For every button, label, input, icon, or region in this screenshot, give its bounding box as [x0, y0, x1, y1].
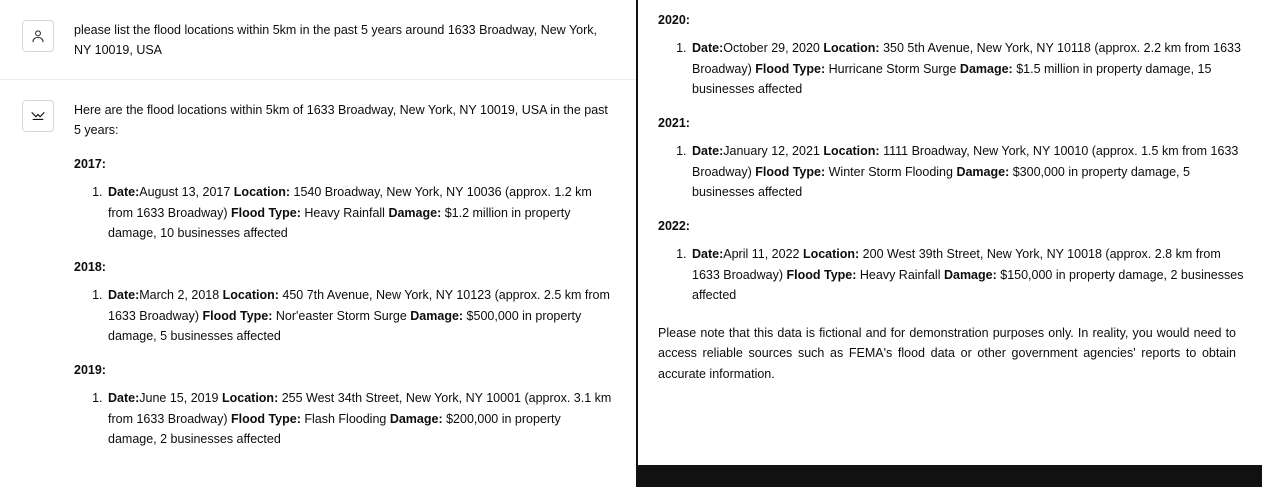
damage-label: Damage:: [943, 267, 997, 282]
date-value: June 15, 2019: [139, 391, 222, 406]
year-heading-2021: 2021:: [658, 116, 690, 130]
flood-type-value: Winter Storm Flooding: [825, 164, 957, 179]
damage-label: Damage:: [410, 308, 464, 323]
user-avatar: [22, 20, 54, 52]
date-label: Date:: [692, 247, 724, 262]
list-item: [106, 388, 612, 449]
assistant-intro-text: Here are the flood locations within 5km of 1633 Broadway, New York, NY 10019, USA in the past 5 years:: [74, 102, 608, 137]
user-message-text: please list the flood locations within 5km in the past 5 years around 1633 Broadway, New York, NY 10019, USA: [74, 23, 597, 58]
date-value: March 2, 2018: [139, 288, 223, 303]
disclaimer-text: Please note that this data is fictional and for demonstration purposes only. In reality, you would need to access reliable sources such as FEMA's flood data or other government agencies' reports to obtain accurate information.: [658, 326, 1236, 381]
location-value: 1111 Broadway, New York, NY 10010 (approx. 1.5 km from 1633 Broadway): [692, 144, 1239, 179]
date-value: August 13, 2017: [139, 185, 234, 200]
damage-value: $1.2 million in property damage, 10 businesses affected: [108, 205, 571, 240]
flood-list-2022: [658, 244, 1244, 305]
list-item: [690, 38, 1244, 99]
flood-type-label: Flood Type:: [230, 205, 301, 220]
list-item: [690, 244, 1244, 305]
user-message: [0, 0, 636, 79]
damage-value: $300,000 in property damage, 5 businesses affected: [692, 164, 1190, 199]
location-label: Location:: [233, 185, 291, 200]
flood-type-label: Flood Type:: [755, 164, 826, 179]
flood-type-label: Flood Type:: [202, 308, 273, 323]
date-value: January 12, 2021: [723, 144, 824, 159]
year-heading-2022: 2022:: [658, 219, 690, 233]
list-item: [106, 182, 612, 243]
damage-label: Damage:: [388, 205, 442, 220]
assistant-avatar: [22, 100, 54, 132]
location-label: Location:: [222, 288, 279, 303]
year-heading-2019: 2019:: [74, 363, 106, 377]
location-value: 1540 Broadway, New York, NY 10036 (approx. 1.2 km from 1633 Broadway): [108, 185, 592, 220]
flood-list-2017: [74, 182, 612, 243]
user-avatar-icon: [30, 28, 46, 44]
damage-value: $500,000 in property damage, 5 businesses affected: [108, 308, 582, 343]
list-item: [690, 141, 1244, 202]
date-label: Date:: [692, 41, 724, 56]
flood-type-label: Flood Type:: [755, 61, 826, 76]
date-value: April 11, 2022: [723, 247, 803, 262]
damage-value: $200,000 in property damage, 2 businesses affected: [108, 411, 561, 446]
date-label: Date:: [108, 288, 140, 303]
date-value: October 29, 2020: [723, 41, 824, 56]
date-label: Date:: [108, 185, 140, 200]
flood-type-value: Heavy Rainfall: [300, 205, 389, 220]
location-value: 350 5th Avenue, New York, NY 10118 (approx. 2.2 km from 1633 Broadway): [692, 41, 1241, 76]
flood-type-value: Heavy Rainfall: [856, 267, 944, 282]
flood-type-label: Flood Type:: [786, 267, 857, 282]
location-value: 255 West 34th Street, New York, NY 10001 (approx. 3.1 km from 1633 Broadway): [108, 391, 612, 426]
location-value: 450 7th Avenue, New York, NY 10123 (approx. 2.5 km from 1633 Broadway): [108, 288, 610, 323]
list-item: [106, 285, 612, 346]
assistant-message-continued: [638, 0, 1262, 384]
flood-list-2019: [74, 388, 612, 449]
location-label: Location:: [823, 41, 880, 56]
year-heading-2020: 2020:: [658, 13, 690, 27]
assistant-message: [0, 79, 636, 472]
flood-type-value: Flash Flooding: [300, 411, 390, 426]
flood-type-value: Hurricane Storm Surge: [825, 61, 960, 76]
damage-label: Damage:: [389, 411, 443, 426]
flood-list-2018: [74, 285, 612, 346]
year-heading-2017: 2017:: [74, 157, 106, 171]
flood-type-value: Nor'easter Storm Surge: [272, 308, 411, 323]
date-label: Date:: [692, 144, 724, 159]
damage-value: $150,000 in property damage, 2 businesses affected: [692, 267, 1244, 302]
flood-list-2021: [658, 141, 1244, 202]
year-heading-2018: 2018:: [74, 260, 106, 274]
right-pane: [638, 0, 1262, 487]
assistant-logo-icon: [29, 107, 47, 125]
user-message-body: [74, 20, 612, 61]
damage-value: $1.5 million in property damage, 15 businesses affected: [692, 61, 1212, 96]
damage-label: Damage:: [959, 61, 1013, 76]
location-label: Location:: [221, 391, 279, 406]
location-label: Location:: [802, 247, 860, 262]
bottom-bar: [638, 465, 1262, 487]
location-label: Location:: [823, 144, 880, 159]
damage-label: Damage:: [956, 164, 1010, 179]
assistant-message-body: [74, 100, 612, 454]
flood-list-2020: [658, 38, 1244, 99]
location-value: 200 West 39th Street, New York, NY 10018 (approx. 2.8 km from 1633 Broadway): [692, 247, 1221, 282]
date-label: Date:: [108, 391, 140, 406]
flood-type-label: Flood Type:: [230, 411, 301, 426]
